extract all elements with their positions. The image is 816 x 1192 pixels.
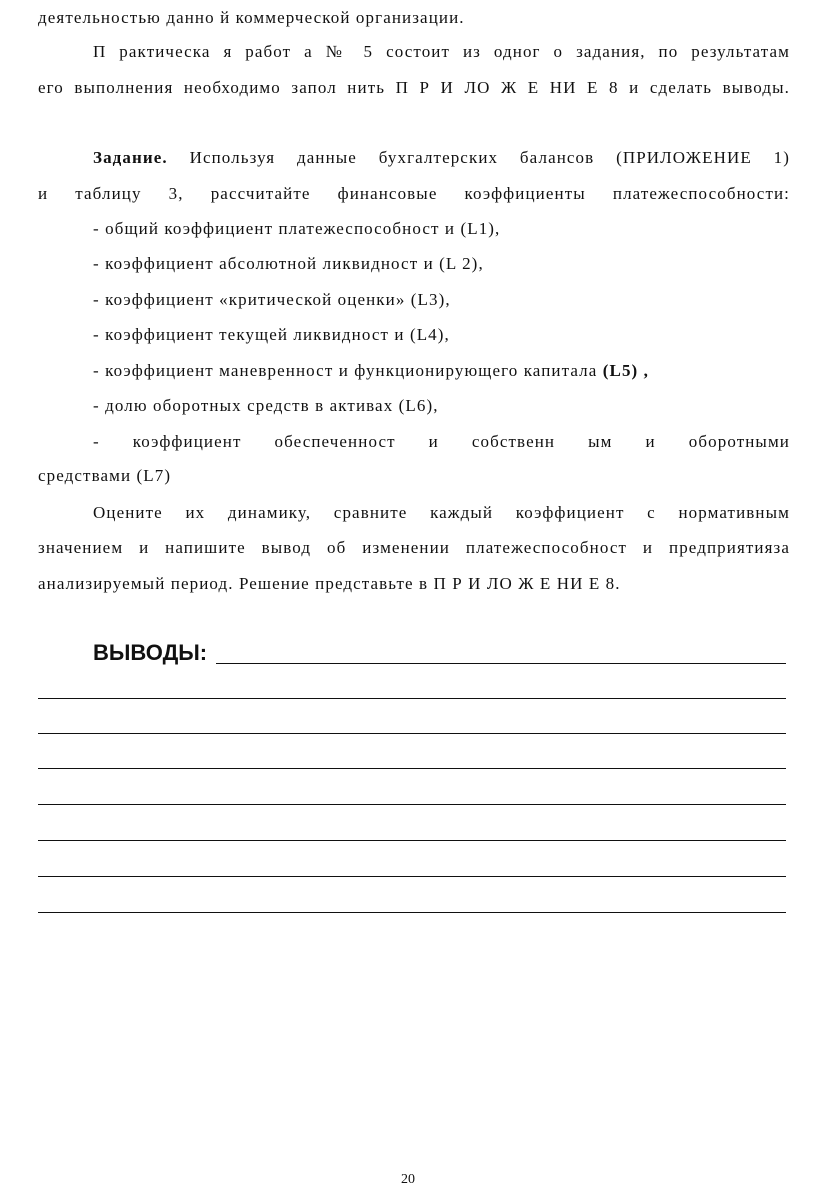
answer-line-6	[38, 876, 786, 877]
task-item-l5-code: (L5) ,	[597, 361, 650, 380]
task-line-1	[93, 147, 790, 169]
instruction-line-2: значением и напишите вывод об изменении платежеспособност и предприятияза	[38, 538, 790, 557]
answer-line-3	[38, 768, 786, 769]
answer-line-7	[38, 912, 786, 913]
task-item-l5	[93, 360, 790, 382]
task-line-1-text: Используя данные бухгалтерских балансов (ПРИЛОЖЕНИЕ 1)	[167, 148, 790, 167]
conclusions-heading: ВЫВОДЫ:	[93, 640, 208, 665]
intro-line-2: П рактическа я работ а № 5 состоит из одног о задания, по результатам	[93, 42, 790, 61]
intro-line-3: его выполнения необходимо запол нить П Р И ЛО Ж Е НИ Е 8 и сделать выводы.	[38, 78, 790, 97]
task-item-l3: - коэффициент «критической оценки» (L3),	[93, 290, 451, 309]
conclusions-title-rule	[216, 663, 786, 664]
task-item-l2: - коэффициент абсолютной ликвидност и (L 2),	[93, 254, 484, 273]
task-item-l5-text: - коэффициент маневренност и функционирующего капитала	[93, 361, 598, 380]
task-label: Задание.	[93, 148, 168, 167]
task-item-l7: - коэффициент обеспеченност и собственн ым и оборотными	[93, 432, 790, 451]
answer-line-2	[38, 733, 786, 734]
answer-line-1	[38, 698, 786, 699]
task-item-l6: - долю оборотных средств в активах (L6),	[93, 396, 439, 415]
answer-line-5	[38, 840, 786, 841]
task-item-l1: - общий коэффициент платежеспособност и (L1),	[93, 219, 501, 238]
answer-line-4	[38, 804, 786, 805]
instruction-line-1: Оцените их динамику, сравните каждый коэффициент с нормативным	[93, 503, 790, 522]
intro-line-1: деятельностью данно й коммерческой организации.	[38, 8, 465, 27]
page-number: 20	[401, 1172, 415, 1187]
task-item-l7-continuation: средствами (L7)	[38, 466, 172, 485]
task-item-l4: - коэффициент текущей ликвидност и (L4),	[93, 325, 450, 344]
instruction-line-3: анализируемый период. Решение представьте в П Р И ЛО Ж Е НИ Е 8.	[38, 574, 621, 593]
task-line-2: и таблицу 3, рассчитайте финансовые коэффициенты платежеспособности:	[38, 184, 790, 203]
